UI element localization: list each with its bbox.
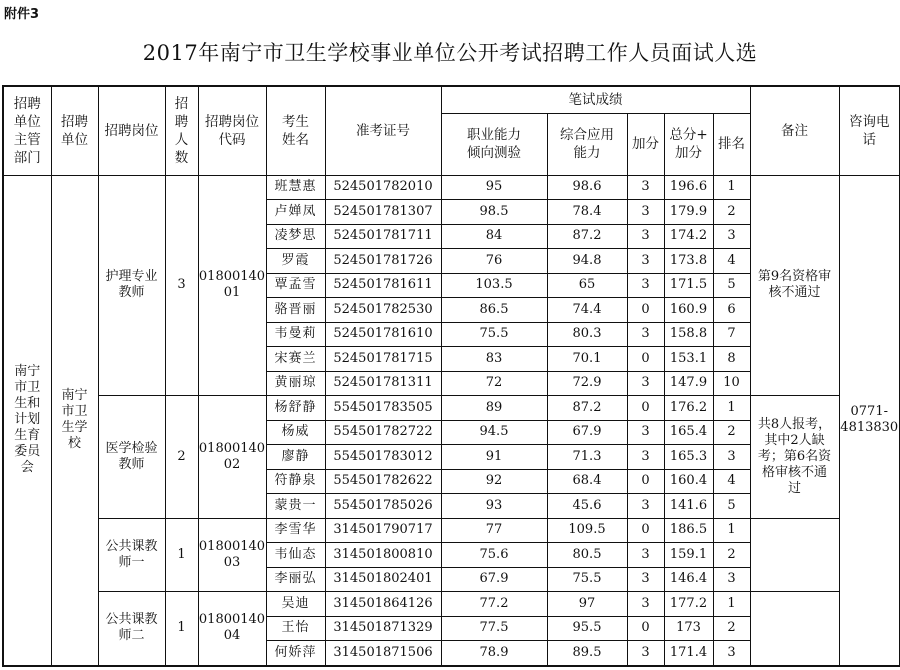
- exam-id: 524501781726: [325, 249, 441, 274]
- exam-id: 314501871506: [325, 641, 441, 666]
- exam-id: 314501800810: [325, 543, 441, 568]
- total-score: 186.5: [664, 518, 713, 543]
- applied-score: 94.8: [547, 249, 627, 274]
- attachment-label: 附件3: [4, 7, 40, 22]
- exam-id: 314501790717: [325, 518, 441, 543]
- count-cell: 1: [165, 592, 198, 666]
- applied-score: 68.4: [547, 469, 627, 494]
- candidate-name: 罗霞: [266, 249, 325, 274]
- candidate-name: 韦仙态: [266, 543, 325, 568]
- applied-score: 95.5: [547, 616, 627, 641]
- position-cell: 护理专业 教师: [98, 175, 165, 396]
- exam-id: 524501781610: [325, 322, 441, 347]
- applied-score: 109.5: [547, 518, 627, 543]
- candidate-name: 凌梦思: [266, 224, 325, 249]
- total-score: 173.8: [664, 249, 713, 274]
- header-dept: 招聘 单位 主管 部门: [3, 86, 51, 175]
- total-score: 147.9: [664, 371, 713, 396]
- bonus-score: 0: [627, 518, 664, 543]
- header-total: 总分+ 加分: [664, 113, 713, 175]
- exam-id: 554501783012: [325, 445, 441, 470]
- bonus-score: 3: [627, 200, 664, 225]
- header-name: 考生 姓名: [266, 86, 325, 175]
- total-score: 165.3: [664, 445, 713, 470]
- rank: 1: [713, 396, 750, 421]
- applied-score: 89.5: [547, 641, 627, 666]
- table-row: [3, 518, 900, 543]
- candidate-name: 覃孟雪: [266, 273, 325, 298]
- applied-score: 74.4: [547, 298, 627, 323]
- aptitude-score: 91: [441, 445, 547, 470]
- total-score: 177.2: [664, 592, 713, 617]
- exam-id: 314501802401: [325, 567, 441, 592]
- exam-id: 524501781307: [325, 200, 441, 225]
- total-score: 165.4: [664, 420, 713, 445]
- remarks-cell: [750, 592, 839, 666]
- count-cell: 2: [165, 396, 198, 519]
- candidate-name: 吴迪: [266, 592, 325, 617]
- aptitude-score: 72: [441, 371, 547, 396]
- bonus-score: 3: [627, 249, 664, 274]
- unit-cell: 南宁 市卫 生学 校: [51, 175, 98, 666]
- bonus-score: 0: [627, 396, 664, 421]
- bonus-score: 3: [627, 273, 664, 298]
- aptitude-score: 103.5: [441, 273, 547, 298]
- rank: 6: [713, 298, 750, 323]
- count-cell: 1: [165, 518, 198, 592]
- header-position: 招聘岗位: [98, 86, 165, 175]
- rank: 2: [713, 200, 750, 225]
- position-cell: 公共课教 师二: [98, 592, 165, 666]
- exam-id: 524501781311: [325, 371, 441, 396]
- exam-id: 554501783505: [325, 396, 441, 421]
- header-remarks: 备注: [750, 86, 839, 175]
- exam-id: 524501782010: [325, 175, 441, 200]
- phone-cell: 0771- 4813830: [839, 175, 900, 666]
- bonus-score: 3: [627, 371, 664, 396]
- position-cell: 医学检验 教师: [98, 396, 165, 519]
- rank: 4: [713, 469, 750, 494]
- aptitude-score: 94.5: [441, 420, 547, 445]
- total-score: 158.8: [664, 322, 713, 347]
- total-score: 196.6: [664, 175, 713, 200]
- bonus-score: 0: [627, 347, 664, 372]
- applied-score: 70.1: [547, 347, 627, 372]
- header-bonus: 加分: [627, 113, 664, 175]
- bonus-score: 3: [627, 592, 664, 617]
- header-code: 招聘岗位 代码: [198, 86, 266, 175]
- aptitude-score: 83: [441, 347, 547, 372]
- bonus-score: 3: [627, 175, 664, 200]
- aptitude-score: 95: [441, 175, 547, 200]
- remarks-cell: 共8人报考， 其中2人缺 考；第6名资 格审核不通 过: [750, 396, 839, 519]
- total-score: 173: [664, 616, 713, 641]
- aptitude-score: 78.9: [441, 641, 547, 666]
- aptitude-score: 75.6: [441, 543, 547, 568]
- aptitude-score: 77: [441, 518, 547, 543]
- applied-score: 80.3: [547, 322, 627, 347]
- aptitude-score: 75.5: [441, 322, 547, 347]
- total-score: 153.1: [664, 347, 713, 372]
- candidate-name: 李丽弘: [266, 567, 325, 592]
- rank: 2: [713, 543, 750, 568]
- rank: 1: [713, 175, 750, 200]
- total-score: 141.6: [664, 494, 713, 519]
- bonus-score: 3: [627, 224, 664, 249]
- rank: 5: [713, 494, 750, 519]
- total-score: 174.2: [664, 224, 713, 249]
- applied-score: 67.9: [547, 420, 627, 445]
- exam-id: 554501785026: [325, 494, 441, 519]
- table-row: [3, 396, 900, 421]
- aptitude-score: 84: [441, 224, 547, 249]
- total-score: 171.5: [664, 273, 713, 298]
- applied-score: 78.4: [547, 200, 627, 225]
- header-aptitude: 职业能力 倾向测验: [441, 113, 547, 175]
- rank: 2: [713, 420, 750, 445]
- candidate-name: 蒙贵一: [266, 494, 325, 519]
- applied-score: 65: [547, 273, 627, 298]
- exam-id: 314501871329: [325, 616, 441, 641]
- rank: 1: [713, 592, 750, 617]
- bonus-score: 0: [627, 298, 664, 323]
- dept-cell: 南宁 市卫 生和 计划 生育 委员 会: [3, 175, 51, 666]
- remarks-cell: 第9名资格审 核不通过: [750, 175, 839, 396]
- candidate-name: 黄丽琼: [266, 371, 325, 396]
- exam-id: 554501782722: [325, 420, 441, 445]
- candidate-name: 杨舒静: [266, 396, 325, 421]
- candidate-name: 符静泉: [266, 469, 325, 494]
- aptitude-score: 92: [441, 469, 547, 494]
- remarks-cell: [750, 518, 839, 592]
- header-exam-id: 准考证号: [325, 86, 441, 175]
- total-score: 146.4: [664, 567, 713, 592]
- total-score: 171.4: [664, 641, 713, 666]
- total-score: 159.1: [664, 543, 713, 568]
- aptitude-score: 67.9: [441, 567, 547, 592]
- applied-score: 80.5: [547, 543, 627, 568]
- header-phone: 咨询电 话: [839, 86, 900, 175]
- applied-score: 87.2: [547, 396, 627, 421]
- candidate-name: 杨威: [266, 420, 325, 445]
- rank: 2: [713, 616, 750, 641]
- candidate-name: 班慧惠: [266, 175, 325, 200]
- header-unit: 招聘 单位: [51, 86, 98, 175]
- candidate-name: 李雪华: [266, 518, 325, 543]
- table-body: [3, 175, 900, 666]
- position-cell: 公共课教 师一: [98, 518, 165, 592]
- aptitude-score: 93: [441, 494, 547, 519]
- header-applied: 综合应用 能力: [547, 113, 627, 175]
- applied-score: 97: [547, 592, 627, 617]
- table-row: [3, 175, 900, 200]
- exam-id: 524501782530: [325, 298, 441, 323]
- applied-score: 75.5: [547, 567, 627, 592]
- candidate-name: 宋赛兰: [266, 347, 325, 372]
- total-score: 179.9: [664, 200, 713, 225]
- bonus-score: 3: [627, 567, 664, 592]
- rank: 4: [713, 249, 750, 274]
- bonus-score: 3: [627, 445, 664, 470]
- applied-score: 45.6: [547, 494, 627, 519]
- aptitude-score: 77.2: [441, 592, 547, 617]
- aptitude-score: 98.5: [441, 200, 547, 225]
- count-cell: 3: [165, 175, 198, 396]
- position-code-cell: 01800140 02: [198, 396, 266, 519]
- exam-id: 314501864126: [325, 592, 441, 617]
- position-code-cell: 01800140 04: [198, 592, 266, 666]
- header-rank: 排名: [713, 113, 750, 175]
- exam-id: 554501782622: [325, 469, 441, 494]
- bonus-score: 3: [627, 420, 664, 445]
- interview-candidates-table: [2, 85, 900, 667]
- candidate-name: 骆晋丽: [266, 298, 325, 323]
- applied-score: 87.2: [547, 224, 627, 249]
- bonus-score: 3: [627, 494, 664, 519]
- applied-score: 71.3: [547, 445, 627, 470]
- aptitude-score: 86.5: [441, 298, 547, 323]
- bonus-score: 0: [627, 469, 664, 494]
- rank: 5: [713, 273, 750, 298]
- candidate-name: 廖静: [266, 445, 325, 470]
- bonus-score: 3: [627, 543, 664, 568]
- rank: 3: [713, 567, 750, 592]
- aptitude-score: 77.5: [441, 616, 547, 641]
- exam-id: 524501781715: [325, 347, 441, 372]
- total-score: 160.4: [664, 469, 713, 494]
- applied-score: 72.9: [547, 371, 627, 396]
- rank: 8: [713, 347, 750, 372]
- total-score: 176.2: [664, 396, 713, 421]
- bonus-score: 0: [627, 616, 664, 641]
- total-score: 160.9: [664, 298, 713, 323]
- rank: 1: [713, 518, 750, 543]
- bonus-score: 3: [627, 322, 664, 347]
- applied-score: 98.6: [547, 175, 627, 200]
- bonus-score: 3: [627, 641, 664, 666]
- rank: 10: [713, 371, 750, 396]
- rank: 7: [713, 322, 750, 347]
- rank: 3: [713, 445, 750, 470]
- candidate-name: 何娇萍: [266, 641, 325, 666]
- position-code-cell: 01800140 01: [198, 175, 266, 396]
- header-count: 招 聘 人 数: [165, 86, 198, 175]
- aptitude-score: 89: [441, 396, 547, 421]
- table-row: [3, 592, 900, 617]
- rank: 3: [713, 641, 750, 666]
- exam-id: 524501781711: [325, 224, 441, 249]
- exam-id: 524501781611: [325, 273, 441, 298]
- header-written-score: 笔试成绩: [441, 86, 750, 113]
- aptitude-score: 76: [441, 249, 547, 274]
- candidate-name: 韦曼莉: [266, 322, 325, 347]
- candidate-name: 王怡: [266, 616, 325, 641]
- candidate-name: 卢婵凤: [266, 200, 325, 225]
- rank: 3: [713, 224, 750, 249]
- position-code-cell: 01800140 03: [198, 518, 266, 592]
- document-title: 2017年南宁市卫生学校事业单位公开考试招聘工作人员面试人选: [142, 41, 758, 65]
